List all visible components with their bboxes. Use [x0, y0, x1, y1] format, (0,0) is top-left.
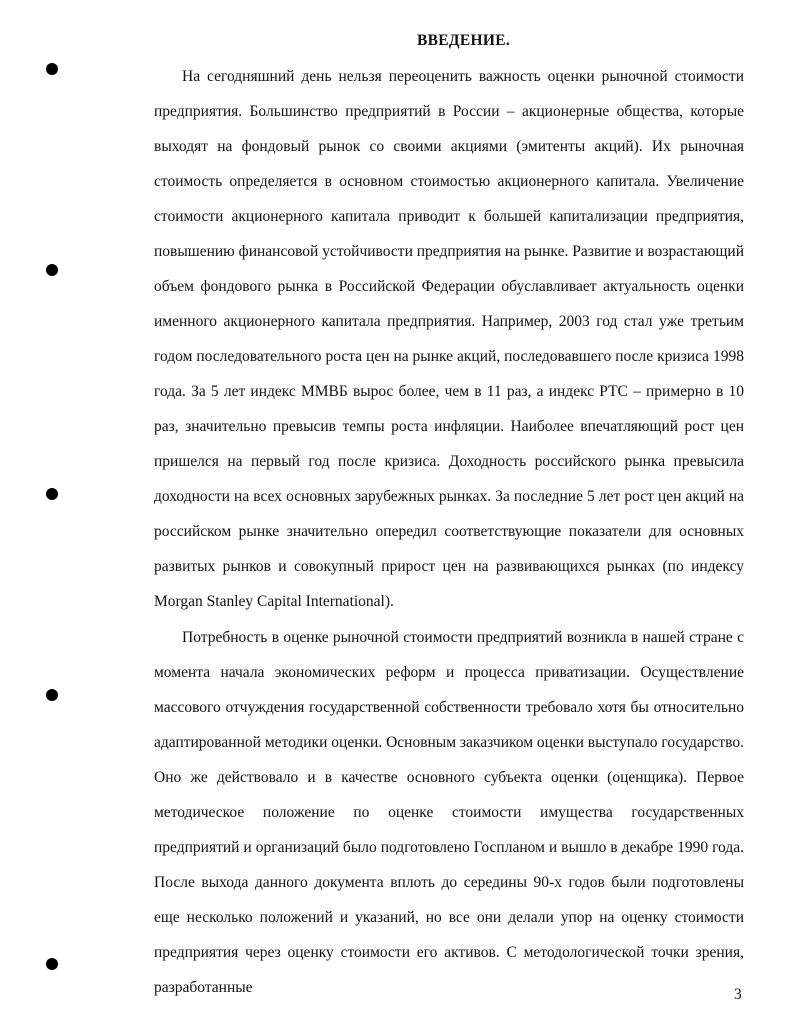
paragraph-2: Потребность в оценке рыночной стоимости предприятий возникла в нашей стране с момента начала экономических реформ и процесса приватизации. Осуществление массового отчуждения государственной собственности требовало хотя бы относительно адаптированной методики оценки. Основным заказчиком оценки выступало государство. Оно же действовало и в качестве основного субъекта оценки (оценщика). Первое методическое положение по оценке стоимости имущества государственных предприятий и организаций было подготовлено Госпланом и вышло в декабре 1990 года. После выхода данного документа вплоть до середины 90-х годов были подготовлены еще несколько положений и указаний, но все они делали упор на оценку стоимости предприятия через оценку стоимости его активов. С методологической точки зрения, разработанные: [154, 629, 744, 996]
binder-hole-icon: [46, 488, 58, 500]
binder-hole-icon: [46, 689, 58, 701]
binder-hole-icon: [46, 63, 58, 75]
paragraph-1: На сегодняшний день нельзя переоценить важность оценки рыночной стоимости предприятия. Большинство предприятий в России – акционерные общества, которые выходят на фондовый рынок со своими акциями (эмитенты акций). Их рыночная стоимость определяется в основном стоимостью акционерного капитала. Увеличение стоимости акционерного капитала приводит к большей капитализации предприятия, повышению финансовой устойчивости предприятия на рынке. Развитие и возрастающий объем фондового рынка в Российской Федерации обуславливает актуальность оценки именного акционерного капитала предприятия. Например, 2003 год стал уже третьим годом последовательного роста цен на рынке акций, последовавшего после кризиса 1998 года. За 5 лет индекс ММВБ вырос более, чем в 11 раз, а индекс РТС – примерно в 10 раз, значительно превысив темпы роста инфляции. Наиболее впечатляющий рост цен пришелся на первый год после кризиса. Доходность российского рынка превысила доходности на всех основных зарубежных рынках. За последние 5 лет рост цен акций на российском рынке значительно опередил соответствующие показатели для основных развитых рынков и совокупный прирост цен на развивающихся рынках (по индексу Morgan Stanley Capital International).: [154, 68, 744, 610]
document-title: ВВЕДЕНИЕ.: [416, 32, 511, 49]
binder-hole-icon: [46, 958, 58, 970]
binder-hole-icon: [46, 264, 58, 276]
page-number: 3: [734, 986, 742, 1003]
